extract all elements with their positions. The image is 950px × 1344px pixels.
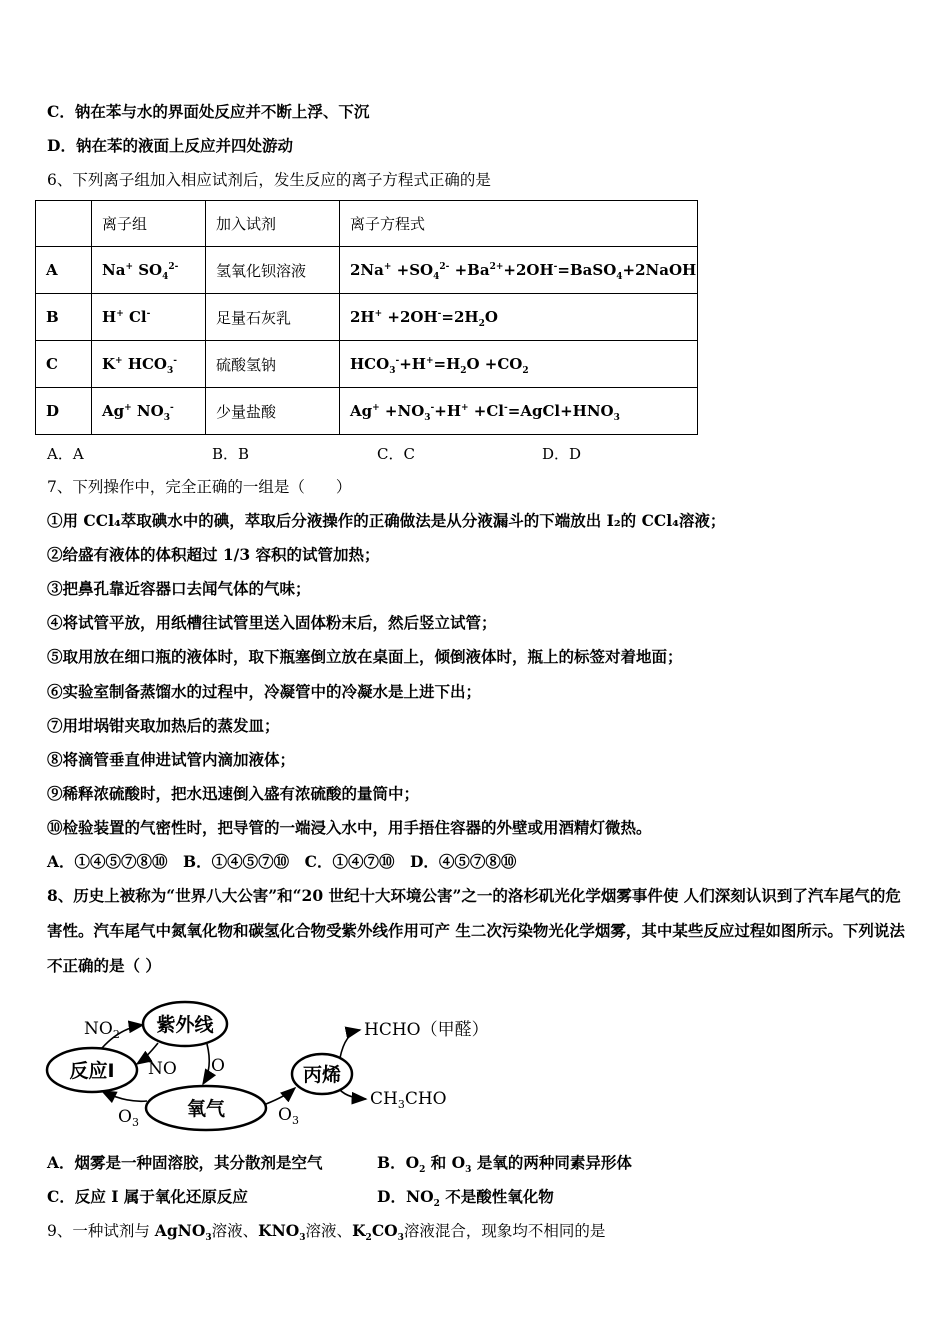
q7-stem: 7、下列操作中，完全正确的一组是（ ） — [47, 478, 352, 496]
row-label: B — [36, 294, 92, 341]
q9-stem: 9、一种试剂与 AgNO$_3$溶液、$KNO_3$溶液、$K_2CO_3$溶液混合，现象均不相同的是 — [47, 1221, 606, 1244]
reagent: 足量石灰乳 — [206, 294, 340, 341]
oxygen-label: 氧气 — [186, 1098, 226, 1120]
ionic-equation: $2Na^+ +SO_4^{2-}$ $+Ba^{2+}+2OH^-=BaSO_4+2NaOH$ — [340, 247, 698, 294]
q7-item: ⑩检验装置的气密性时，把导管的一端浸入水中，用手捂住容器的外壁或用酒精灯微热。 — [47, 818, 652, 837]
q6-stem: 6、下列离子组加入相应试剂后，发生反应的离子方程式正确的是 — [47, 171, 491, 189]
q7-item: ⑨稀释浓硫酸时，把水迅速倒入盛有浓硫酸的量筒中； — [47, 784, 420, 803]
o-atom-label: O — [211, 1056, 225, 1076]
row-label: C — [36, 341, 92, 388]
row-label: D — [36, 388, 92, 435]
row-label: A — [36, 247, 92, 294]
o3-label: $O_3$ — [118, 1107, 139, 1129]
o3-arrow-right — [266, 1088, 295, 1104]
ionic-equation: $HCO_3^-+H^+=H_2O +CO_2$ — [340, 341, 698, 388]
q7-item: ③把鼻孔靠近容器口去闻气体的气味； — [47, 579, 311, 598]
table-header: 加入试剂 — [206, 201, 340, 247]
table-row — [36, 247, 698, 294]
q5-option-c: C．钠在苯与水的界面处反应并不断上浮、下沉 — [47, 102, 370, 121]
q6-option-d: D．D — [542, 445, 582, 463]
ch3cho-label: $CH_3CHO$ — [370, 1089, 447, 1111]
o-arrow — [203, 1044, 209, 1084]
q5-option-d: D．钠在苯的液面上反应并四处游动 — [47, 136, 293, 155]
q7-item: ②给盛有液体的体积超过 1/3 容积的试管加热； — [47, 545, 380, 564]
o3-label: $O_3$ — [278, 1105, 299, 1127]
ion-group: Ag+ $NO_3^-$ — [92, 388, 206, 435]
o3-arrow-left — [102, 1091, 147, 1101]
table-header: 离子组 — [92, 201, 206, 247]
no-label: NO — [148, 1059, 177, 1079]
hcho-label: HCHO（甲醛） — [364, 1020, 489, 1040]
reaction1-label: 反应I — [69, 1060, 115, 1082]
table-header-row — [36, 201, 698, 247]
table-header: 离子方程式 — [340, 201, 698, 247]
uv-label: 紫外线 — [156, 1014, 214, 1036]
ionic-equation: $2H^+ +2OH^-=2H_2O$ — [340, 294, 698, 341]
q7-item: ⑥实验室制备蒸馏水的过程中，冷凝管中的冷凝水是上进下出； — [47, 682, 482, 701]
q6-option-b: B．B — [212, 445, 250, 463]
reagent: 氢氧化钡溶液 — [206, 247, 340, 294]
q6-table — [35, 200, 698, 435]
photochemical-smog-diagram — [40, 998, 510, 1133]
ch3cho-arrow — [340, 1090, 366, 1099]
ion-group: H+ Cl- — [92, 294, 206, 341]
ion-group: Na+ $SO_4^{2-}$ — [92, 247, 206, 294]
reagent: 少量盐酸 — [206, 388, 340, 435]
q8-option-c: C．反应 I 属于氧化还原反应 — [47, 1187, 248, 1206]
q6-option-a: A．A — [47, 445, 84, 463]
table-row — [36, 341, 698, 388]
no2-label: $NO_2$ — [84, 1019, 120, 1041]
q8-option-d: D．$NO_2$ 不是酸性氧化物 — [377, 1187, 554, 1210]
hcho-arrow — [340, 1030, 360, 1058]
q8-option-a: A．烟雾是一种固溶胶，其分散剂是空气 — [47, 1153, 323, 1172]
q7-options: A．①④⑤⑦⑧⑩ B．①④⑤⑦⑩ C．①④⑦⑩ D．④⑤⑦⑧⑩ — [47, 852, 517, 871]
ionic-equation: $Ag^+ +NO_3^-+H^+$ $+Cl^-=AgCl+HNO_3$ — [340, 388, 698, 435]
q7-item: ⑧将滴管垂直伸进试管内滴加液体； — [47, 750, 296, 769]
propene-label: 丙烯 — [302, 1064, 342, 1086]
q7-item: ⑤取用放在细口瓶的液体时，取下瓶塞倒立放在桌面上，倾倒液体时，瓶上的标签对着地面； — [47, 647, 683, 666]
q7-item: ①用 CCl₄萃取碘水中的碘，萃取后分液操作的正确做法是从分液漏斗的下端放出 I₂的 CCl₄溶液； — [47, 511, 726, 530]
q8-stem: 8、历史上被称为“世界八大公害”和“20 世纪十大环境公害”之一的洛杉矶光化学烟雾事件使 人们深刻认识到了汽车尾气的危害性。汽车尾气中氮氧化物和碳氢化合物受紫外线作用可产 生二次污染物光化学烟雾，其中某些反应过程如图所示。下列说法不正确的是（ ） — [47, 886, 905, 975]
q6-option-c: C．C — [377, 445, 415, 463]
table-row — [36, 388, 698, 435]
q7-item: ⑦用坩埚钳夹取加热后的蒸发皿； — [47, 716, 280, 735]
reagent: 硫酸氢钠 — [206, 341, 340, 388]
q8-option-b: B．$O_2$ 和 $O_3$ 是氧的两种同素异形体 — [377, 1153, 632, 1176]
ion-group: K+ $HCO_3^-$ — [92, 341, 206, 388]
table-row — [36, 294, 698, 341]
q7-item: ④将试管平放，用纸槽往试管里送入固体粉末后，然后竖立试管； — [47, 613, 497, 632]
